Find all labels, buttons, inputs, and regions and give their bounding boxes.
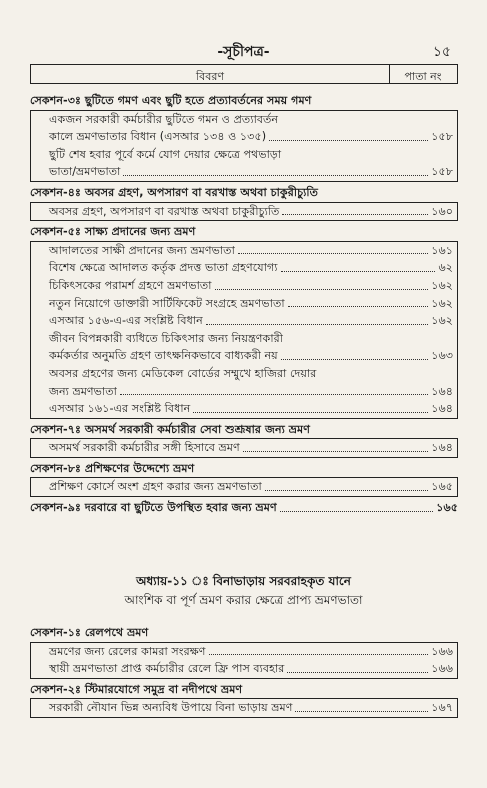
entry-text: কালে ভ্রমণভাতার বিধান (এসআর ১৩৪ ও ১৩৫) (49, 130, 267, 144)
entry-text: নতুন নিয়োগে ডাক্তারী সার্টিফিকেট সংগ্রহে ভ্রমণভাতা (49, 296, 285, 310)
section-entries (30, 477, 458, 497)
section-title: সেকশন-৫ঃ সাক্ষ্য প্রদানের জন্য ভ্রমণ (30, 225, 196, 239)
section-title: সেকশন-৪ঃ অবসর গ্রহণ, অপসারণ বা বরখাস্ত অথবা চাকুরীচ্যুতি (30, 185, 318, 199)
section-title-text: সেকশন-৯ঃ দরবারে বা ছুটিতে উপস্থিত হবার জন্য ভ্রমণ (30, 501, 277, 515)
toc-entry (49, 259, 453, 277)
dot-leader (287, 672, 428, 673)
dot-leader (281, 359, 428, 360)
page-ref: ১৬১ (431, 243, 453, 257)
entry-line: জীবন বিপন্নকারী ব্যধিতে চিকিৎসার জন্য নিয়ন্ত্রণকারী (49, 331, 283, 345)
section-entries (30, 241, 458, 419)
page-ref: ৬২ (438, 261, 453, 275)
section-title: সেকশন-৭ঃ অসমর্থ সরকারী কর্মচারীর সেবা শুশ্রূষার জন্য ভ্রমণ (30, 422, 310, 436)
section-title: সেকশন-২ঃ স্টিমারযোগে সমুদ্র বা নদীপথে ভ্রমণ (30, 682, 243, 696)
page-ref: ১৬৬ (431, 644, 453, 658)
page-ref: ১৬৫ (436, 501, 458, 515)
entry-line: ছুটি শেষ হবার পূর্বে কর্মে যোগ দেয়ার ক্ষেত্রে পথভাড়া (49, 147, 282, 161)
entry-text: জন্য ভ্রমণভাতা (49, 384, 117, 398)
dot-leader (269, 140, 428, 141)
page-header (0, 40, 487, 62)
entry-text: অবসর গ্রহণ, অপসারণ বা বরখাস্ত অথবা চাকুরীচ্যুতি (49, 204, 280, 218)
entry-text: অসমর্থ সরকারী কর্মচারীর সঙ্গী হিসাবে ভ্রমণ (49, 441, 240, 455)
toc-entry (49, 383, 453, 401)
toc-entry (49, 699, 453, 717)
page-ref: ১৬৪ (431, 384, 453, 398)
toc-entry (49, 242, 453, 260)
dot-leader (265, 490, 429, 491)
section-title (30, 499, 458, 517)
chapter-heading (0, 572, 487, 610)
chapter-title: অধ্যায়-১১ ঃ বিনাভাড়ায় সরবরাহকৃত যানে (136, 574, 351, 588)
toc-entry (49, 660, 453, 678)
page-ref: ১৬৫ (431, 480, 453, 494)
dot-leader (120, 394, 428, 395)
toc-entry (49, 400, 453, 418)
dot-leader (281, 271, 436, 272)
entry-text: এসআর ১৬১-এর সংশ্লিষ্ট বিধান (49, 402, 191, 416)
toc-entry (49, 163, 453, 181)
section-entries (30, 202, 458, 222)
toc-entry (49, 312, 453, 330)
toc-list (30, 90, 458, 517)
section-entries (30, 438, 458, 458)
dot-leader (295, 711, 428, 712)
page-ref: ১৬০ (431, 204, 453, 218)
page-ref: ১৫৮ (431, 130, 453, 144)
entry-text: কর্মকর্তার অনুমতি গ্রহণ তাৎক্ষনিকভাবে বাধ্যকরী নয় (49, 349, 278, 363)
entry-text: প্রশিক্ষণ কোর্সে অংশ গ্রহণ করার জন্য ভ্রমণভাতা (49, 480, 262, 494)
dot-leader (193, 412, 428, 413)
dot-leader (238, 253, 428, 254)
toc-entry (49, 128, 453, 146)
entry-text: চিকিৎসকের পরামর্শ গ্রহণে ভ্রমণভাতা (49, 278, 212, 292)
entry-text: আদালতের সাক্ষী প্রদানের জন্য ভ্রমণভাতা (49, 243, 235, 257)
page-ref: ১৬২ (431, 296, 453, 310)
dot-leader (206, 324, 428, 325)
chapter-subtitle: আংশিক বা পূর্ণ ভ্রমণ করার ক্ষেত্রে প্রাপ্য ভ্রমণভাতা (124, 593, 363, 607)
toc-entry (49, 203, 453, 221)
page-ref: ১৬৪ (431, 402, 453, 416)
page-number: ১৫ (432, 44, 451, 60)
page-ref: ১৬৩ (431, 349, 453, 363)
column-description: বিবরণ (195, 70, 225, 83)
section-entries (30, 698, 458, 718)
dot-leader (288, 306, 429, 307)
toc-entry (49, 347, 453, 365)
page-ref: ১৬২ (431, 278, 453, 292)
toc-list-2 (30, 622, 458, 720)
entry-text: ভাতা/ভ্রমণভাতা (49, 165, 121, 179)
section-title: সেকশন-৩ঃ ছুটিতে গমণ এবং ছুটি হতে প্রত্যাবর্তনের সময় গমণ (30, 94, 312, 107)
page-ref: ১৬৭ (431, 701, 453, 715)
toc-entry (49, 295, 453, 313)
dot-leader (280, 511, 433, 512)
column-page: পাতা নং (404, 70, 442, 83)
section-title: সেকশন-১ঃ রেলপথে ভ্রমণ (30, 626, 149, 639)
dot-leader (243, 451, 428, 452)
section-entries (30, 642, 458, 679)
entry-line: একজন সরকারী কর্মচারীর ছুটিতে গমন ও প্রত্যাবর্তন (49, 112, 279, 126)
entry-text: ভ্রমণের জন্য রেলের কামরা সংরক্ষণ (49, 644, 206, 658)
dot-leader (123, 175, 428, 176)
page-ref: ১৫৮ (431, 165, 453, 179)
entry-text: বিশেষ ক্ষেত্রে আদালত কর্তৃক প্রদত্ত ভাতা গ্রহণযোগ্য (49, 261, 278, 275)
section-title: সেকশন-৮ঃ প্রশিক্ষণের উদ্দেশ্যে ভ্রমণ (30, 461, 195, 475)
toc-entry (49, 277, 453, 295)
entry-text: স্থায়ী ভ্রমণভাতা প্রাপ্ত কর্মচারীর রেলে ফ্রি পাস ব্যবহার (49, 662, 285, 676)
dot-leader (282, 214, 428, 215)
page-ref: ১৬২ (431, 314, 453, 328)
section-entries (30, 110, 458, 182)
page-ref: ১৬৬ (431, 662, 453, 676)
entry-text: এসআর ১৫৬-এ-এর সংশ্লিষ্ট বিধান (49, 314, 203, 328)
page-ref: ১৬৪ (431, 441, 453, 455)
entry-line: অবসর গ্রহণের জন্য মেডিকেল বোর্ডের সম্মুখে হাজিরা দেয়ার (49, 366, 317, 380)
page-title: -সূচীপত্র- (217, 44, 270, 60)
toc-entry (49, 478, 453, 496)
dot-leader (209, 654, 429, 655)
toc-entry (49, 643, 453, 661)
toc-entry (49, 439, 453, 457)
entry-text: সরকারী নৌযান ভিন্ন অন্যবিধ উপায়ে বিনা ভাড়ায় ভ্রমণ (49, 701, 293, 715)
column-header (30, 64, 458, 84)
dot-leader (215, 289, 429, 290)
